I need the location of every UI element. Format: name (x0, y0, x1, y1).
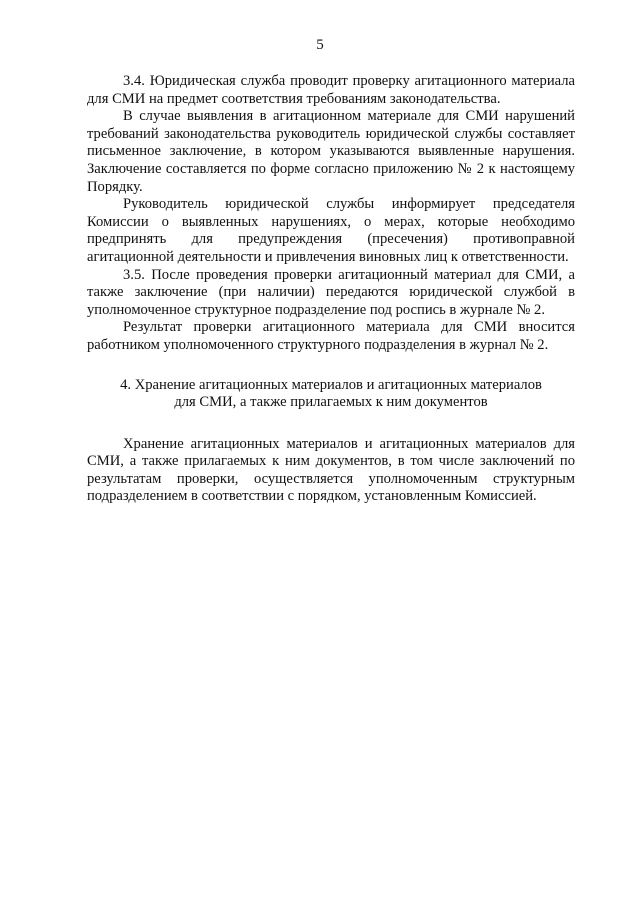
paragraph-3-4: 3.4. Юридическая служба проводит проверку агитационного материала для СМИ на предмет соответствия требованиям законодательства. (87, 73, 575, 107)
paragraph-check-result: Результат проверки агитационного материала для СМИ вносится работником уполномоченного структурного подразделения в журнал № 2. (87, 319, 575, 353)
paragraph-violations-conclusion: В случае выявления в агитационном материале для СМИ нарушений требований законодательства руководитель юридической службы составляет письменное заключение, в котором указываются выявленные нарушения. Заключение составляется по форме согласно приложению № 2 к настоящему Порядку. (87, 108, 575, 195)
paragraph-inform-chairman: Руководитель юридической службы информирует председателя Комиссии о выявленных нарушениях, о мерах, которые необходимо предпринять для предупреждения (пресечения) противоправной агитационной деятельности и привлечения виновных лиц к ответственности. (87, 196, 575, 265)
document-body (87, 73, 575, 506)
section-heading-line-1: 4. Хранение агитационных материалов и агитационных материалов (120, 376, 542, 393)
paragraph-3-5: 3.5. После проведения проверки агитационный материал для СМИ, а также заключение (при наличии) передаются юридической службой в уполномоченное структурное подразделение под роспись в журнале № 2. (87, 266, 575, 318)
section-heading-line-2: для СМИ, а также прилагаемых к ним документов (174, 394, 488, 411)
page-number: 5 (316, 37, 324, 53)
paragraph-storage: Хранение агитационных материалов и агитационных материалов для СМИ, а также прилагаемых к ним документов, в том числе заключений по результатам проверки, осуществляется уполномоченным структурным подразделением в соответствии с порядком, установленным Комиссией. (87, 435, 575, 505)
section-heading (87, 377, 575, 412)
